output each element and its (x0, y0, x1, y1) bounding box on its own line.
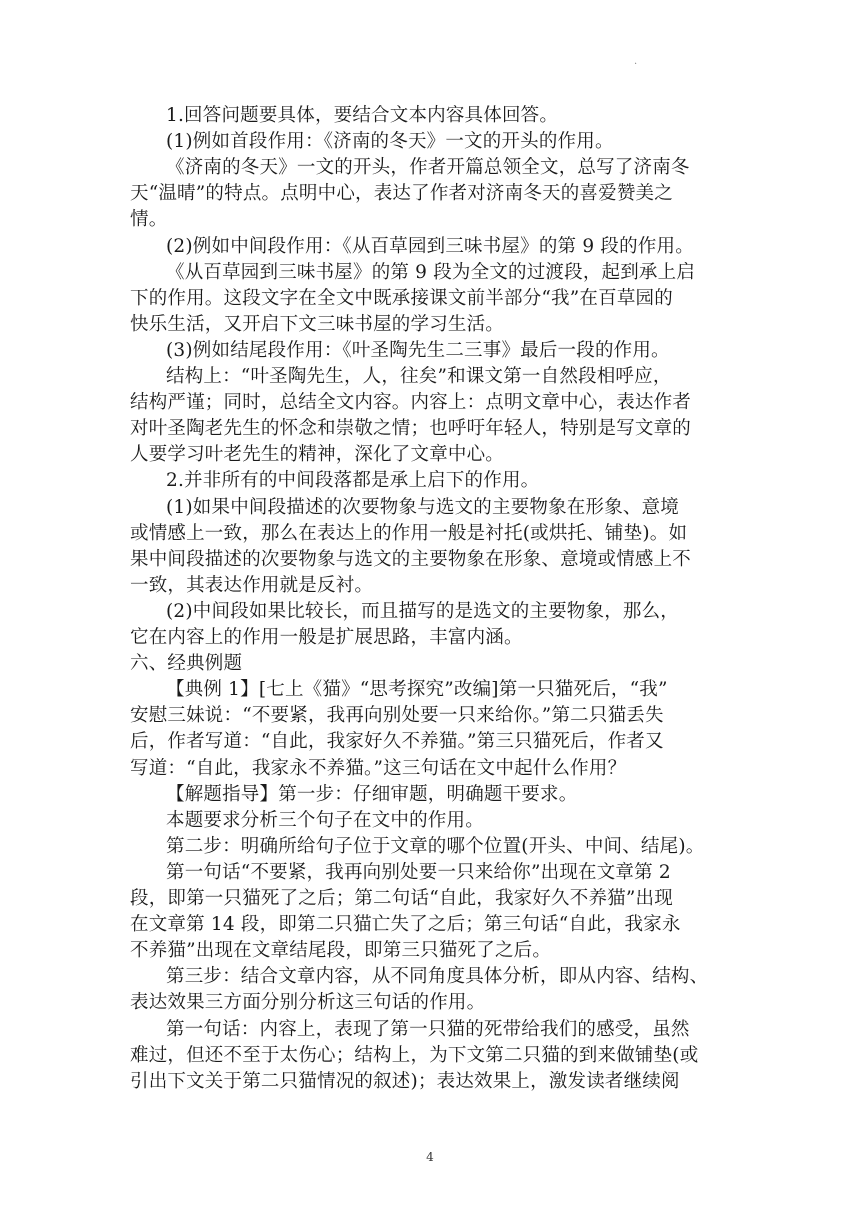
text-line: 果中间段描述的次要物象与选文的主要物象在形象、意境或情感上不 (130, 548, 692, 570)
text-line: 对叶圣陶老先生的怀念和崇敬之情；也呼吁年轻人，特别是写文章的 (130, 418, 692, 440)
text-line: 写道：“自此，我家永不养猫。”这三句话在文中起什么作用？ (130, 757, 627, 779)
text-line: 一致，其表达作用就是反衬。 (130, 574, 374, 596)
text-line: 结构上：“叶圣陶先生，人，往矣”和课文第一自然段相呼应， (166, 366, 672, 387)
text-line: 后，作者写道：“自此，我家好久不养猫。”第三只猫死后，作者又 (130, 731, 664, 753)
text-line: 难过，但还不至于太伤心；结构上，为下文第二只猫的到来做铺垫(或 (130, 1044, 699, 1066)
text-line: 段，即第一只猫死了之后；第二句话“自此，我家好久不养猫”出现 (130, 888, 673, 909)
text-line: (2)例如中间段作用：《从百草园到三味书屋》的第 9 段的作用。 (166, 235, 694, 257)
text-line: 《济南的冬天》一文的开头，作者开篇总领全文，总写了济南冬 (166, 157, 690, 179)
text-line: 2.并非所有的中间段落都是承上启下的作用。 (166, 470, 540, 492)
text-line: 第一句话：内容上，表现了第一只猫的死带给我们的感受，虽然 (166, 1018, 690, 1040)
text-line: 1.回答问题要具体，要结合文本内容具体回答。 (166, 105, 559, 126)
text-line: 《从百草园到三味书屋》的第 9 段为全文的过渡段，起到承上启 (166, 261, 696, 283)
text-line: 在文章第 14 段，即第二只猫亡失了之后；第三句话“自此，我家永 (130, 914, 681, 936)
text-line: (1)例如首段作用：《济南的冬天》一文的开头的作用。 (166, 131, 614, 153)
text-line: 第二步：明确所给句子位于文章的哪个位置(开头、中间、结尾)。 (166, 835, 705, 857)
page-number: 4 (426, 1150, 434, 1164)
text-line: 引出下文关于第二只猫情况的叙述)；表达效果上，激发读者继续阅 (130, 1070, 680, 1092)
text-line: 【典例 1】[七上《猫》“思考探究”改编]第一只猫死后，“我” (166, 679, 668, 701)
text-line: 表达效果三方面分别分析这三句话的作用。 (130, 992, 486, 1014)
text-line: (2)中间段如果比较长，而且描写的是选文的主要物象，那么， (166, 600, 680, 622)
text-line: 快乐生活，又开启下文三味书屋的学习生活。 (130, 313, 505, 335)
text-line: 人要学习叶老先生的精神，深化了文章中心。 (130, 444, 505, 466)
header-mark: . (634, 56, 638, 67)
text-line: 不养猫”出现在文章结尾段，即第三只猫死了之后。 (130, 940, 552, 962)
text-line: 安慰三妹说：“不要紧，我再向别处要一只来给你。”第二只猫丢失 (130, 705, 664, 727)
text-line: 或情感上一致，那么在表达上的作用一般是衬托(或烘托、铺垫)。如 (130, 522, 688, 544)
text-line: (1)如果中间段描述的次要物象与选文的主要物象在形象、意境 (166, 496, 680, 518)
text-line: 本题要求分析三个句子在文中的作用。 (166, 809, 484, 831)
text-line: 第一句话“不要紧，我再向别处要一只来给你”出现在文章第 2 (166, 861, 671, 883)
text-line: 【解题指导】第一步：仔细审题，明确题干要求。 (166, 783, 578, 805)
text-line: 结构严谨；同时，总结全文内容。内容上：点明文章中心，表达作者 (130, 392, 692, 414)
text-line: 第三步：结合文章内容，从不同角度具体分析，即从内容、结构、 (166, 966, 709, 988)
text-line: 它在内容上的作用一般是扩展思路，丰富内涵。 (130, 627, 523, 648)
text-line: (3)例如结尾段作用：《叶圣陶先生二三事》最后一段的作用。 (166, 339, 670, 361)
section-heading: 六、经典例题 (130, 653, 243, 675)
text-line: 天“温晴”的特点。点明中心，表达了作者对济南冬天的喜爱赞美之 (130, 183, 673, 205)
text-line: 情。 (130, 209, 168, 231)
text-line: 下的作用。这段文字在全文中既承接课文前半部分“我”在百草园的 (130, 287, 673, 309)
